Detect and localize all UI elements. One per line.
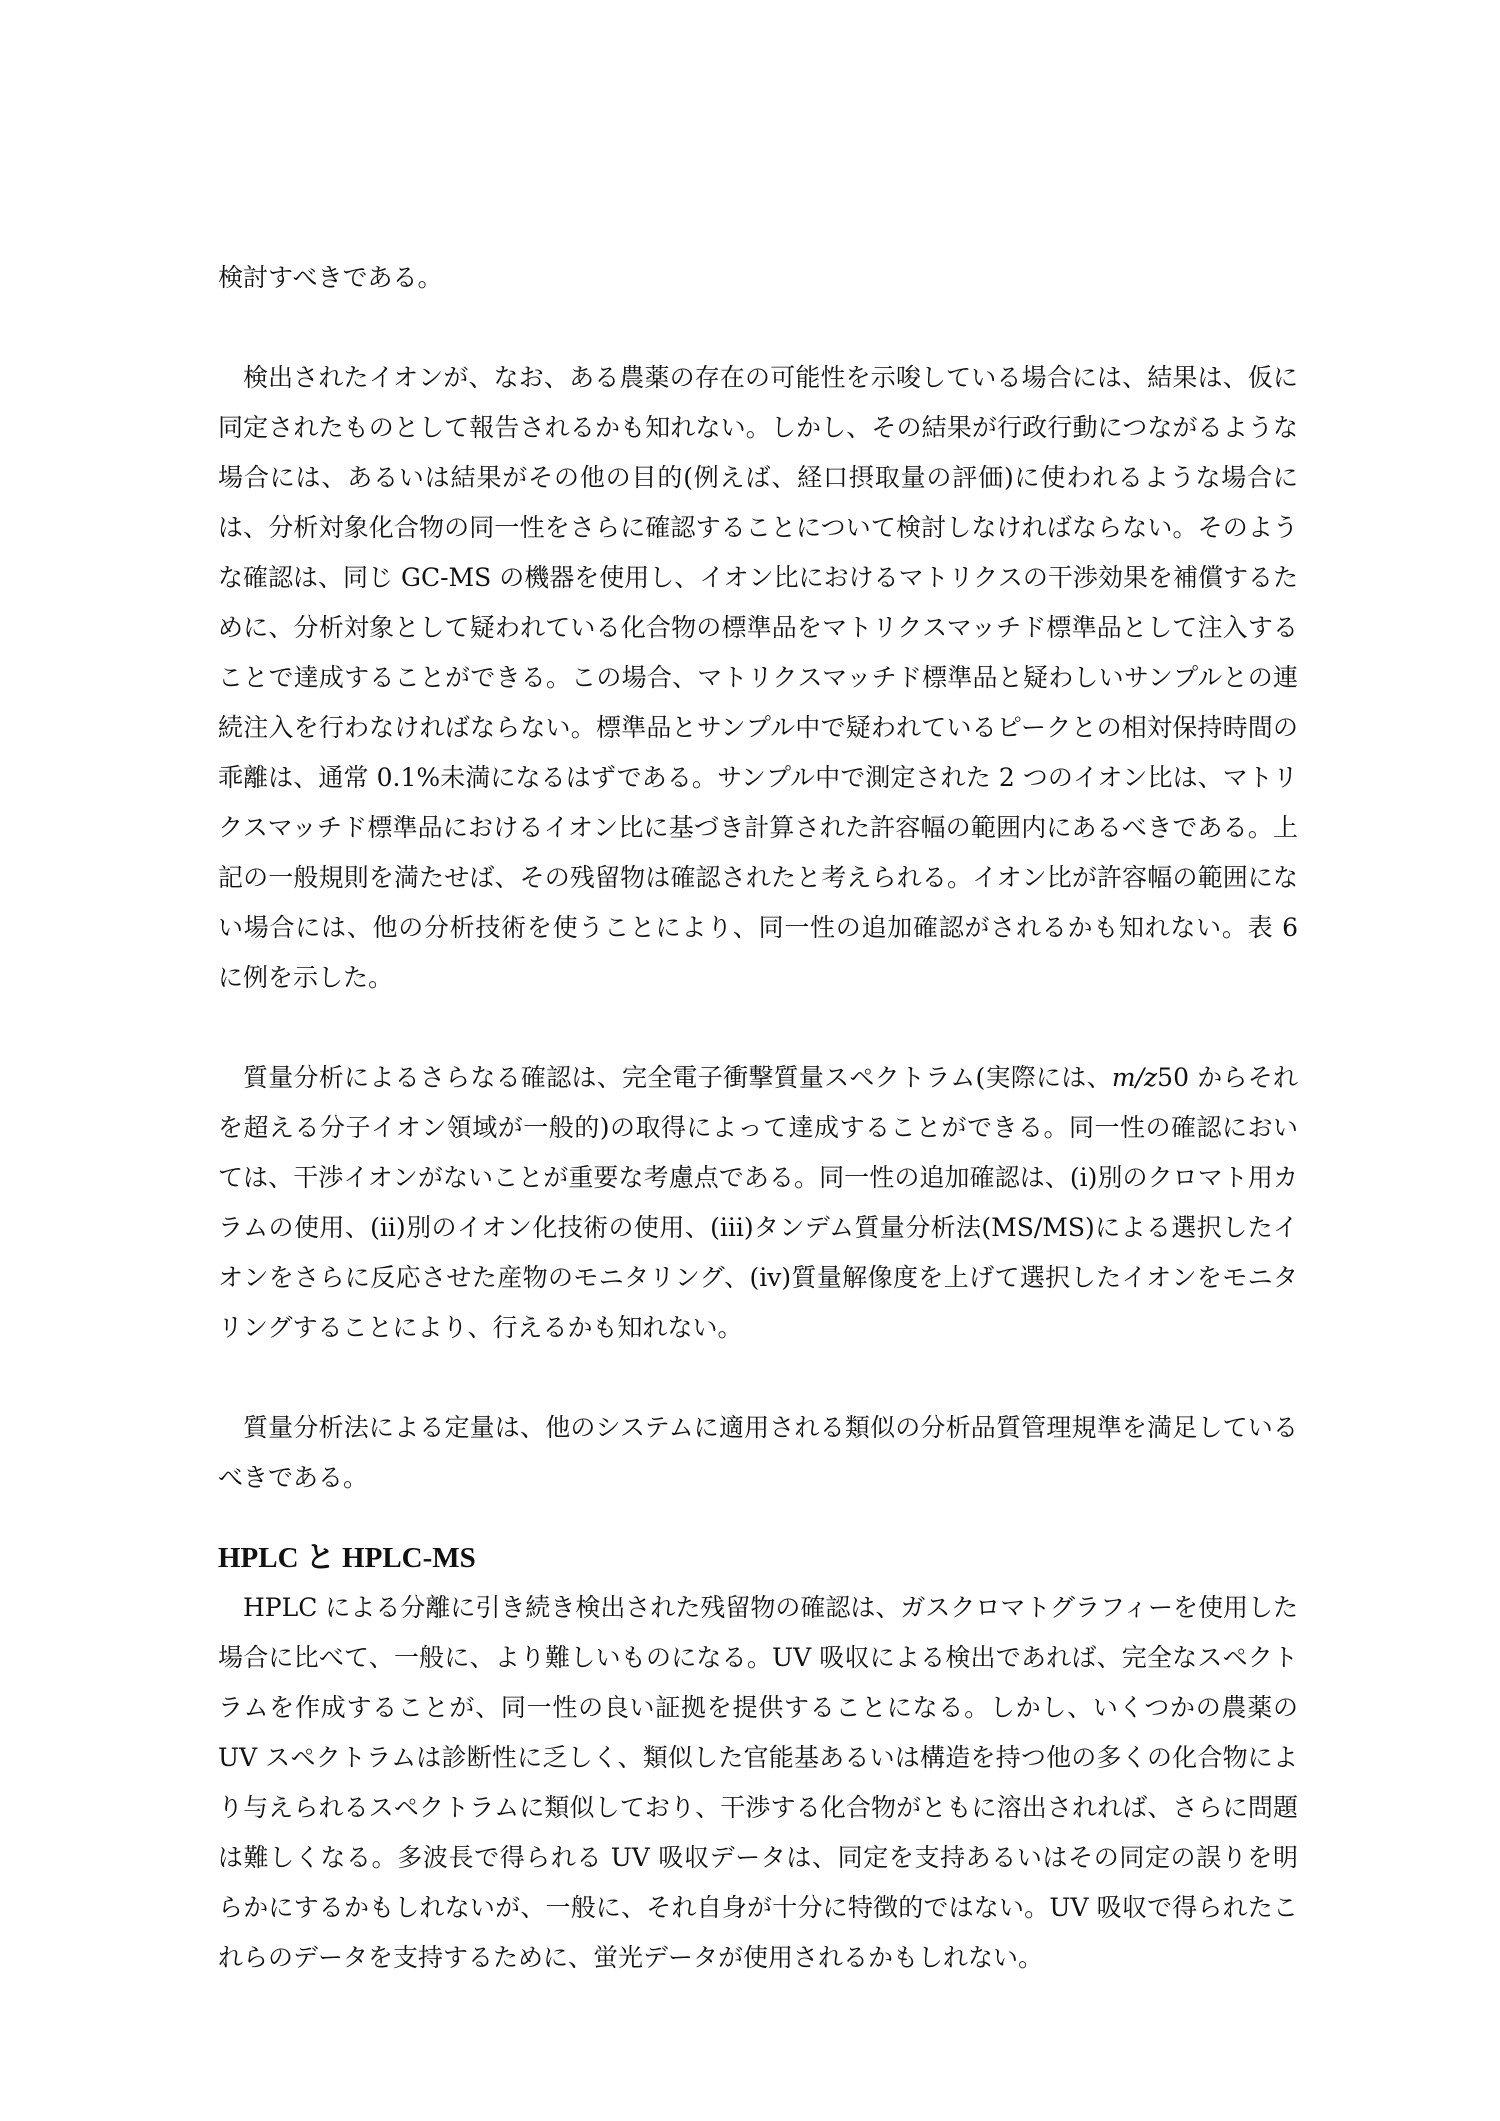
paragraph-mass-spectrometry-confirmation bbox=[218, 1053, 1298, 1353]
document-page bbox=[218, 253, 1298, 1983]
mz-italic-term: m/z bbox=[1111, 1063, 1158, 1092]
paragraph-ion-confirmation: 検出されたイオンが、なお、ある農薬の存在の可能性を示唆している場合には、結果は、仮に同定されたものとして報告されるかも知れない。しかし、その結果が行政行動につながるような場合には、あるいは結果がその他の目的(例えば、経口摂取量の評価)に使われるような場合には、分析対象化合物の同一性をさらに確認することについて検討しなければならない。そのような確認は、同じ GC-MS の機器を使用し、イオン比におけるマトリクスの干渉効果を補償するために、分析対象として疑われている化合物の標準品をマトリクスマッチド標準品として注入することで達成することができる。この場合、マトリクスマッチド標準品と疑わしいサンプルとの連続注入を行わなければならない。標準品とサンプル中で疑われているピークとの相対保持時間の乖離は、通常 0.1%未満になるはずである。サンプル中で測定された 2 つのイオン比は、マトリクスマッチド標準品におけるイオン比に基づき計算された許容幅の範囲内にあるべきである。上記の一般規則を満たせば、その残留物は確認されたと考えられる。イオン比が許容幅の範囲にない場合には、他の分析技術を使うことにより、同一性の追加確認がされるかも知れない。表 6 に例を示した。 bbox=[218, 363, 1298, 992]
paragraph-text-after: 50 からそれを超える分子イオン領域が一般的)の取得によって達成することができる。同一性の確認においては、干渉イオンがないことが重要な考慮点である。同一性の追加確認は、(i)別のクロマト用カラムの使用、(ii)別のイオン化技術の使用、(iii)タンデム質量分析法(MS/MS)による選択したイオンをさらに反応させた産物のモニタリング、(iv)質量解像度を上げて選択したイオンをモニタリングすることにより、行えるかも知れない。 bbox=[218, 1063, 1298, 1342]
paragraph-continuation: 検討すべきである。 bbox=[218, 263, 443, 292]
paragraph-hplc-confirmation: HPLC による分離に引き続き検出された残留物の確認は、ガスクロマトグラフィーを使用した場合に比べて、一般に、より難しいものになる。UV 吸収による検出であれば、完全なスペクトラムを作成することが、同一性の良い証拠を提供することになる。しかし、いくつかの農薬の UV スペクトラムは診断性に乏しく、類似した官能基あるいは構造を持つ他の多くの化合物により与えられるスペクトラムに類似しており、干渉する化合物がともに溶出されれば、さらに問題は難しくなる。多波長で得られる UV 吸収データは、同定を支持あるいはその同定の誤りを明らかにするかもしれないが、一般に、それ自身が十分に特徴的ではない。UV 吸収で得られたこれらのデータを支持するために、蛍光データが使用されるかもしれない。 bbox=[218, 1593, 1298, 1972]
section-heading-hplc: HPLC と HPLC-MS bbox=[218, 1542, 476, 1574]
paragraph-text-before: 質量分析によるさらなる確認は、完全電子衝撃質量スペクトラム(実際には、 bbox=[243, 1063, 1112, 1092]
paragraph-quantification: 質量分析法による定量は、他のシステムに適用される類似の分析品質管理規準を満足しているべきである。 bbox=[218, 1413, 1298, 1492]
